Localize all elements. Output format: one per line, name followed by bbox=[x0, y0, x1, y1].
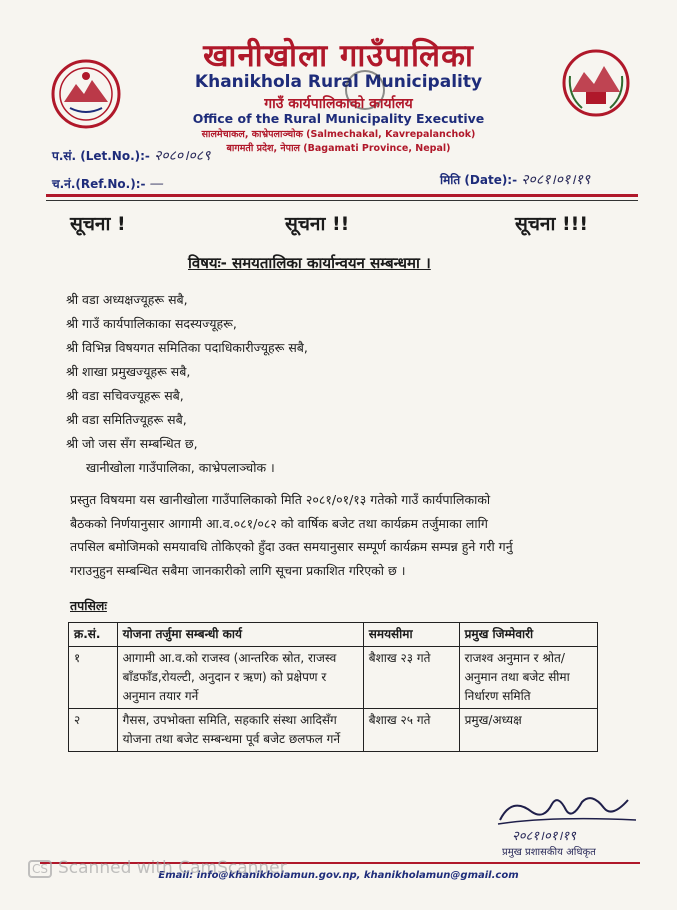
recipient-line: श्री वडा अध्यक्षज्यूहरू सबै, bbox=[66, 292, 188, 307]
scanner-watermark bbox=[28, 858, 287, 878]
notice-heading-left: सूचना ! bbox=[70, 213, 126, 235]
letter-number-label: प.सं. (Let.No.):- bbox=[52, 149, 150, 163]
body-line: गराउनुहुन सम्बन्धित सबैमा जानकारीको लागि सूचना प्रकाशित गरिएको छ । bbox=[70, 562, 406, 578]
body-line: तपसिल बमोजिमको समयावधि तोकिएको हुँदा उक्त समयानुसार सम्पूर्ण कार्यक्रम सम्पन्न हुने गरी गर्नु bbox=[70, 539, 513, 554]
recipient-line: श्री विभिन्न विषयगत समितिका पदाधिकारीज्यूहरू सबै, bbox=[66, 340, 308, 355]
subject-line: विषयः- समयतालिका कार्यान्वयन सम्बन्धमा । bbox=[188, 254, 431, 272]
notice-heading-center: सूचना !! bbox=[285, 213, 350, 235]
body-line: बैठकको निर्णयानुसार आगामी आ.व.०८१/०८२ को वार्षिक बजेट तथा कार्यक्रम तर्जुमाका लागि bbox=[70, 515, 488, 531]
cell-deadline: बैशाख २५ गते bbox=[363, 709, 459, 752]
table-row bbox=[69, 709, 598, 752]
office-name-np: गाउँ कार्यपालिकाको कार्यालय bbox=[264, 96, 413, 112]
footer-email: Email: info@khanikholamun.gov.np, khanikholamun@gmail.com bbox=[158, 870, 519, 881]
date-value: २०८१।०१।१९ bbox=[521, 172, 591, 188]
recipient-line: श्री वडा सचिवज्यूहरू सबै, bbox=[66, 388, 184, 403]
letter-number bbox=[52, 146, 210, 165]
signature-date: २०८१।०१।१९ bbox=[512, 829, 576, 844]
col-header-deadline: समयसीमा bbox=[363, 623, 459, 647]
office-name-en: Office of the Rural Municipality Executive bbox=[192, 111, 485, 126]
scanner-watermark-text: Scanned with CamScanner bbox=[58, 858, 287, 878]
cell-task: गैसस, उपभोक्ता समिति, सहकारि संस्था आदिसँग योजना तथा बजेट सम्बन्धमा पूर्व बजेट छलफल गर्ने bbox=[117, 709, 363, 752]
table-row bbox=[69, 647, 598, 709]
address-line-1: सालमेचाकल, काभ्रेपलाञ्चोक (Salmechakal, Kavrepalanchok) bbox=[201, 129, 476, 140]
col-header-sn: क्र.सं. bbox=[69, 623, 118, 647]
recipient-line: श्री जो जस सँग सम्बन्धित छ, bbox=[66, 436, 198, 451]
date-field bbox=[440, 170, 590, 189]
header-divider-red bbox=[46, 194, 638, 197]
camscanner-badge-icon: CS bbox=[28, 860, 52, 878]
body-line: प्रस्तुत विषयमा यस खानीखोला गाउँपालिकाको मिति २०८१/०१/१३ गतेको गाउँ कार्यपालिकाको bbox=[70, 492, 491, 507]
date-label: मिति (Date):- bbox=[440, 173, 518, 187]
col-header-task: योजना तर्जुमा सम्बन्धी कार्य bbox=[117, 623, 363, 647]
cell-task: आगामी आ.व.को राजस्व (आन्तरिक स्रोत, राजस्व बाँडफाँड,रोयल्टी, अनुदान र ऋण) को प्रक्षेपण र अनुमान तयार गर्ने bbox=[117, 647, 363, 709]
signature-designation: प्रमुख प्रशासकीय अधिकृत bbox=[502, 847, 596, 858]
body-paragraph bbox=[70, 488, 615, 582]
cell-responsible: प्रमुख/अध्यक्ष bbox=[459, 709, 597, 752]
col-header-responsible: प्रमुख जिम्मेवारी bbox=[459, 623, 597, 647]
recipient-line: श्री गाउँ कार्यपालिकाका सदस्यज्यूहरू, bbox=[66, 316, 237, 331]
signature-block bbox=[492, 790, 642, 860]
recipient-line: श्री शाखा प्रमुखज्यूहरू सबै, bbox=[66, 364, 191, 379]
ref-number bbox=[52, 175, 164, 192]
recipient-line: खानीखोला गाउँपालिका, काभ्रेपलाञ्चोक । bbox=[86, 460, 275, 475]
header-divider-black bbox=[46, 200, 638, 201]
schedule-table bbox=[68, 622, 598, 752]
cell-deadline: बैशाख २३ गते bbox=[363, 647, 459, 709]
municipality-name-en: Khanikhola Rural Municipality bbox=[194, 72, 483, 92]
ref-number-label: च.नं.(Ref.No.):- bbox=[52, 177, 146, 191]
notice-heading-right: सूचना !!! bbox=[515, 213, 588, 235]
letter-number-value: २०८०।०८९ bbox=[154, 148, 211, 164]
table-header-row bbox=[69, 623, 598, 647]
signature-scribble-icon bbox=[492, 790, 642, 830]
recipient-line: श्री वडा समितिज्यूहरू सबै, bbox=[66, 412, 187, 427]
cell-sn: २ bbox=[69, 709, 118, 752]
address-line-2: बागमती प्रदेश, नेपाल (Bagamati Province, Nepal) bbox=[226, 143, 451, 154]
ref-number-value: — bbox=[149, 176, 164, 192]
tapsil-label: तपसिलः bbox=[70, 598, 107, 613]
cell-responsible: राजश्व अनुमान र श्रोत/अनुमान तथा बजेट सीमा निर्धारण समिति bbox=[459, 647, 597, 709]
municipality-name-np: खानीखोला गाउँपालिका bbox=[203, 38, 474, 74]
cell-sn: १ bbox=[69, 647, 118, 709]
